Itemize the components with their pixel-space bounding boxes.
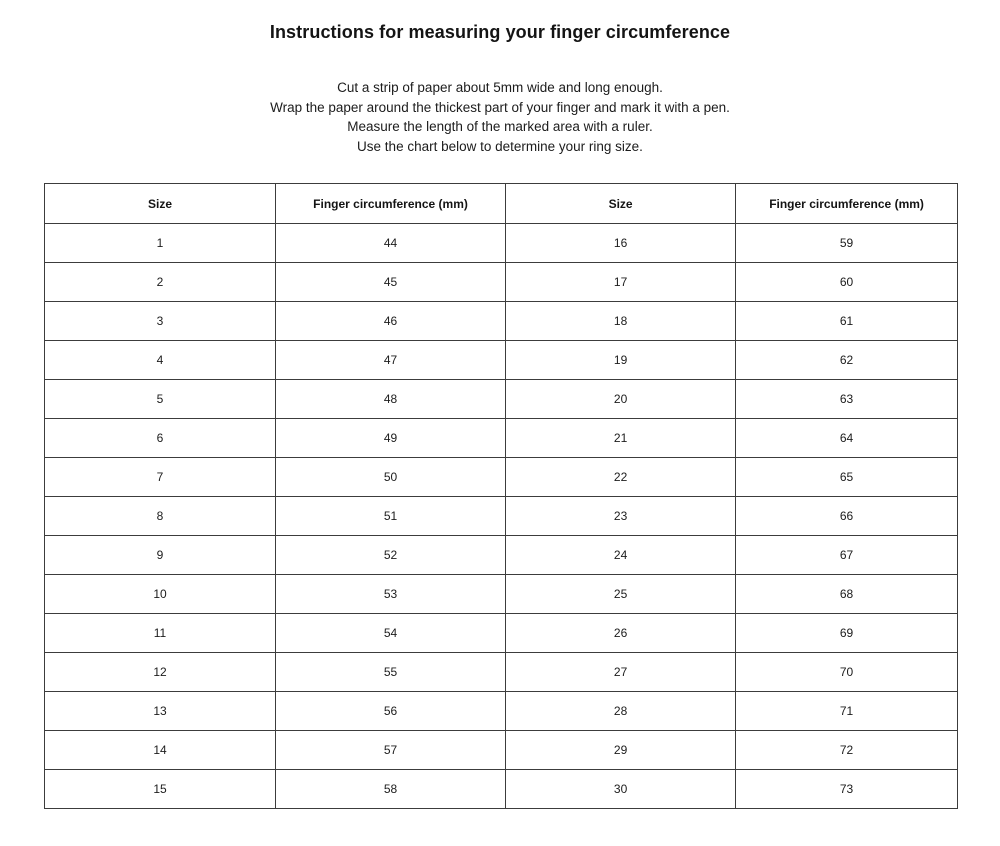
table-cell: 25	[506, 575, 736, 614]
ring-size-table	[44, 183, 958, 809]
page-title: Instructions for measuring your finger circumference	[269, 22, 731, 42]
table-row	[45, 419, 958, 458]
table-cell: 4	[45, 341, 276, 380]
table-cell: 57	[275, 731, 505, 770]
table-cell: 18	[506, 302, 736, 341]
table-cell: 70	[736, 653, 958, 692]
table-cell: 50	[275, 458, 505, 497]
table-cell: 9	[45, 536, 276, 575]
table-cell: 19	[506, 341, 736, 380]
header-circumference-right: Finger circumference (mm)	[736, 184, 958, 224]
table-cell: 21	[506, 419, 736, 458]
instruction-line-3: Measure the length of the marked area with a ruler.	[347, 119, 653, 134]
table-row	[45, 614, 958, 653]
table-cell: 20	[506, 380, 736, 419]
table-cell: 47	[275, 341, 505, 380]
header-size-right: Size	[506, 184, 736, 224]
table-cell: 12	[45, 653, 276, 692]
table-cell: 27	[506, 653, 736, 692]
table-cell: 8	[45, 497, 276, 536]
table-cell: 63	[736, 380, 958, 419]
table-cell: 6	[45, 419, 276, 458]
table-cell: 2	[45, 263, 276, 302]
table-cell: 17	[506, 263, 736, 302]
table-header-row	[45, 184, 958, 224]
table-cell: 10	[45, 575, 276, 614]
table-cell: 5	[45, 380, 276, 419]
table-cell: 73	[736, 770, 958, 809]
table-row	[45, 458, 958, 497]
header-size-left: Size	[45, 184, 276, 224]
table-cell: 59	[736, 224, 958, 263]
table-cell: 58	[275, 770, 505, 809]
table-row	[45, 653, 958, 692]
table-row	[45, 731, 958, 770]
table-row	[45, 575, 958, 614]
table-row	[45, 302, 958, 341]
table-cell: 49	[275, 419, 505, 458]
table-cell: 66	[736, 497, 958, 536]
table-cell: 67	[736, 536, 958, 575]
table-cell: 53	[275, 575, 505, 614]
table-cell: 54	[275, 614, 505, 653]
table-cell: 51	[275, 497, 505, 536]
instruction-line-4: Use the chart below to determine your ring size.	[357, 138, 643, 154]
table-cell: 48	[275, 380, 505, 419]
table-cell: 3	[45, 302, 276, 341]
table-cell: 23	[506, 497, 736, 536]
table-cell: 69	[736, 614, 958, 653]
table-row	[45, 380, 958, 419]
table-cell: 44	[275, 224, 505, 263]
table-cell: 28	[506, 692, 736, 731]
table-cell: 52	[275, 536, 505, 575]
table-row	[45, 770, 958, 809]
table-cell: 68	[736, 575, 958, 614]
table-cell: 11	[45, 614, 276, 653]
table-cell: 64	[736, 419, 958, 458]
instruction-line-2: Wrap the paper around the thickest part of your finger and mark it with a pen.	[270, 99, 730, 115]
table-cell: 65	[736, 458, 958, 497]
table-cell: 45	[275, 263, 505, 302]
table-row	[45, 692, 958, 731]
table-row	[45, 263, 958, 302]
table-cell: 14	[45, 731, 276, 770]
table-row	[45, 497, 958, 536]
table-cell: 26	[506, 614, 736, 653]
table-cell: 46	[275, 302, 505, 341]
ring-size-table-body	[45, 224, 958, 809]
header-circumference-left: Finger circumference (mm)	[275, 184, 505, 224]
table-cell: 55	[275, 653, 505, 692]
table-cell: 30	[506, 770, 736, 809]
table-row	[45, 224, 958, 263]
table-cell: 62	[736, 341, 958, 380]
table-cell: 15	[45, 770, 276, 809]
table-cell: 16	[506, 224, 736, 263]
table-cell: 56	[275, 692, 505, 731]
instruction-line-1: Cut a strip of paper about 5mm wide and long enough.	[337, 80, 663, 95]
table-cell: 61	[736, 302, 958, 341]
table-cell: 60	[736, 263, 958, 302]
table-row	[45, 341, 958, 380]
instructions	[0, 78, 1000, 156]
table-cell: 71	[736, 692, 958, 731]
table-cell: 13	[45, 692, 276, 731]
table-cell: 29	[506, 731, 736, 770]
table-row	[45, 536, 958, 575]
table-cell: 1	[45, 224, 276, 263]
table-cell: 24	[506, 536, 736, 575]
table-cell: 22	[506, 458, 736, 497]
table-cell: 72	[736, 731, 958, 770]
table-cell: 7	[45, 458, 276, 497]
